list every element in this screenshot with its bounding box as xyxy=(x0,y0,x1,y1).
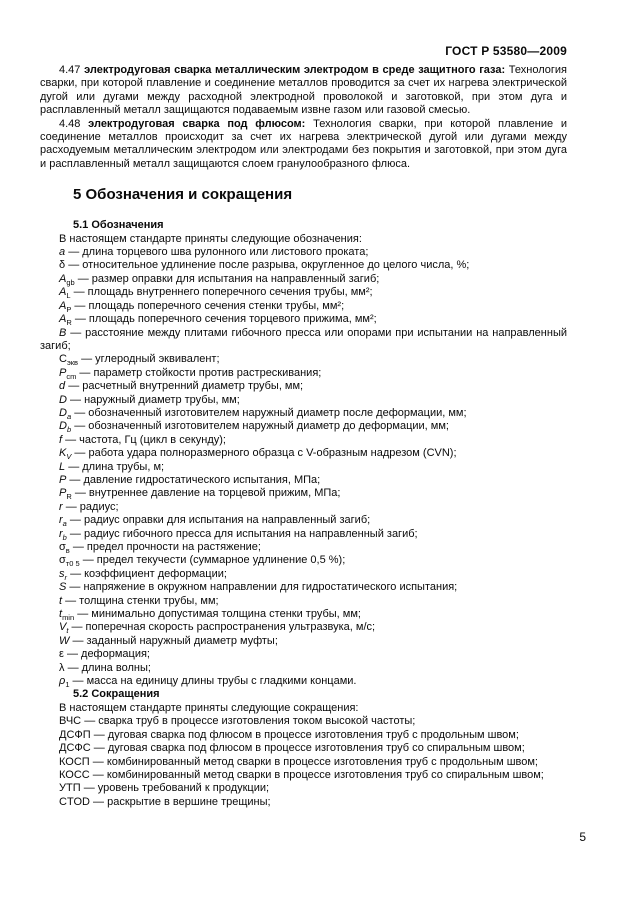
symbol-term xyxy=(59,327,66,339)
symbol-term xyxy=(59,648,64,660)
clause-term: электродуговая сварка металлическим электродом в среде защитного газа: xyxy=(84,64,506,76)
symbol-term xyxy=(59,394,67,406)
abbreviation-item xyxy=(40,796,567,809)
symbol-item xyxy=(40,581,567,594)
symbol-item xyxy=(40,461,567,474)
symbol-base: t xyxy=(59,594,63,607)
symbol-base: A xyxy=(59,299,67,312)
designations-intro: В настоящем стандарте приняты следующие обозначения: xyxy=(59,232,362,245)
symbol-term xyxy=(59,300,71,312)
symbol-term xyxy=(59,272,75,288)
symbol-term xyxy=(59,353,79,368)
abbreviation-definition: — раскрытие в вершине трещины; xyxy=(93,795,271,808)
symbol-term xyxy=(59,675,70,690)
symbol-definition: — работа удара полноразмерного образца с V-образным надрезом (CVN); xyxy=(74,447,457,460)
clause-text: Технология сварки, при которой плавление и соединение металлов происходит за счет их нагрева электрической дугой или дугами между расходуемым металлическим электродом или электродами без покрытия и заготовкой, при этом дуга и расплавленный металл защищаются слоем гранулообразного флюса. xyxy=(40,117,567,170)
symbol-item xyxy=(40,648,567,661)
abbreviation-item xyxy=(40,729,567,742)
symbol-subscript: r xyxy=(64,573,67,582)
symbol-term xyxy=(59,501,63,513)
symbol-definition: — радиус; xyxy=(65,500,119,513)
symbol-term xyxy=(59,635,69,647)
symbol-definition: — длина волны; xyxy=(67,661,151,674)
clause-number: 4.47 xyxy=(59,64,81,76)
symbol-item xyxy=(40,286,567,299)
symbol-item xyxy=(40,568,567,581)
symbol-subscript: 1 xyxy=(65,680,70,690)
abbreviation-definition: — сварка труб в процессе изготовления током высокой частоты; xyxy=(84,715,416,728)
symbol-definition: — минимально допустимая толщина стенки трубы, мм; xyxy=(77,608,361,621)
symbol-definition: — наружный диаметр трубы, мм; xyxy=(70,393,240,406)
symbol-term xyxy=(59,514,67,529)
symbol-item xyxy=(40,420,567,433)
symbol-item xyxy=(40,394,567,407)
subsection-heading-abbreviations: 5.2 Сокращения xyxy=(73,688,160,701)
abbreviation-item xyxy=(40,769,567,782)
symbol-base: r xyxy=(59,500,63,513)
symbol-base: A xyxy=(59,272,67,285)
abbreviation-list xyxy=(40,715,567,809)
clause-number: 4.48 xyxy=(59,117,81,130)
abbreviation-term: КОСП xyxy=(59,755,90,768)
symbol-term xyxy=(59,380,65,392)
symbol-item xyxy=(40,407,567,420)
page-number: 5 xyxy=(579,830,586,844)
abbreviation-term: УТП xyxy=(59,782,81,795)
clause-text: Технология сварки, при которой плавление и соединение металлов проводится за счет их нагрева электрической дугой или дугами между расходной электродной проволокой и заготовкой, при этом дуга и расплавленный металл защищаются подаваемым извне газом или газовой смесью. xyxy=(40,64,568,117)
symbol-term xyxy=(59,608,75,623)
symbol-base: δ xyxy=(59,259,66,272)
symbol-term xyxy=(59,581,66,593)
symbol-term xyxy=(59,434,62,446)
abbreviation-item xyxy=(40,742,567,755)
symbol-subscript: т0 5 xyxy=(65,559,80,569)
symbol-base: f xyxy=(59,433,63,446)
symbol-term xyxy=(59,447,72,462)
symbol-term xyxy=(59,246,65,258)
symbol-subscript: cm xyxy=(66,371,77,381)
symbol-item xyxy=(40,514,567,527)
symbol-item xyxy=(40,327,567,354)
symbol-definition: — заданный наружный диаметр муфты; xyxy=(72,634,278,647)
symbol-term xyxy=(59,461,65,473)
abbreviation-item xyxy=(40,756,567,769)
symbol-subscript: gb xyxy=(66,278,75,288)
symbol-term xyxy=(59,662,65,674)
symbol-subscript: b xyxy=(66,425,72,435)
symbol-definition: — толщина стенки трубы, мм; xyxy=(65,594,219,607)
symbol-base: t xyxy=(59,608,63,621)
symbol-item xyxy=(40,528,567,541)
symbol-subscript: a xyxy=(62,519,67,529)
symbol-subscript: P xyxy=(66,304,72,314)
symbol-base: ρ xyxy=(59,675,66,688)
abbreviation-definition: — комбинированный метод сварки в процессе изготовления труб с продольным швом; xyxy=(92,755,538,768)
symbol-base: D xyxy=(59,420,67,433)
symbol-subscript: min xyxy=(62,613,75,623)
abbreviation-term: ВЧС xyxy=(59,715,82,728)
symbol-base: P xyxy=(59,473,67,486)
symbol-definition: — углеродный эквивалент; xyxy=(81,353,220,366)
symbol-base: S xyxy=(59,581,67,594)
symbol-definition: — длина торцевого шва рулонного или листового проката; xyxy=(68,246,369,259)
symbol-definition: — площадь поперечного сечения стенки трубы, мм²; xyxy=(74,299,345,312)
symbol-base: V xyxy=(59,621,67,634)
symbol-base: a xyxy=(59,246,66,259)
symbol-item xyxy=(40,273,567,286)
symbol-item xyxy=(40,447,567,460)
section-heading: 5 Обозначения и сокращения xyxy=(73,186,293,204)
clause-list xyxy=(40,64,567,171)
symbol-item xyxy=(40,300,567,313)
symbol-term xyxy=(59,313,72,328)
symbol-list xyxy=(40,246,567,688)
standard-number: ГОСТ Р 53580—2009 xyxy=(445,44,567,58)
symbol-item xyxy=(40,554,567,567)
symbol-definition: — площадь поперечного сечения торцевого прижима, мм²; xyxy=(74,313,377,326)
symbol-subscript: V xyxy=(66,452,72,462)
symbol-term xyxy=(59,406,72,422)
symbol-base: s xyxy=(59,567,65,580)
symbol-definition: — расчетный внутренний диаметр трубы, мм; xyxy=(68,380,304,393)
symbol-base: C xyxy=(59,353,67,366)
symbol-base: A xyxy=(59,313,67,326)
symbol-base: σ xyxy=(59,554,66,567)
symbol-item xyxy=(40,367,567,380)
symbol-base: A xyxy=(59,286,67,299)
abbreviations-intro: В настоящем стандарте приняты следующие сокращения: xyxy=(59,701,359,714)
symbol-item xyxy=(40,635,567,648)
symbol-item xyxy=(40,501,567,514)
symbol-item xyxy=(40,662,567,675)
symbol-base: λ xyxy=(59,661,65,674)
symbol-definition: — радиус гибочного пресса для испытания на направленный загиб; xyxy=(69,527,418,540)
symbol-base: B xyxy=(59,326,67,339)
symbol-term xyxy=(59,259,65,271)
symbol-definition: — поперечная скорость распространения ультразвука, м/с; xyxy=(71,621,376,634)
symbol-subscript: R xyxy=(66,492,72,502)
clause-paragraph xyxy=(40,64,567,118)
symbol-item xyxy=(40,541,567,554)
symbol-item xyxy=(40,259,567,272)
symbol-item xyxy=(40,434,567,447)
symbol-definition: — деформация; xyxy=(66,648,150,661)
symbol-item xyxy=(40,595,567,608)
symbol-term xyxy=(59,286,71,301)
symbol-definition: — внутреннее давление на торцевой прижим, МПа; xyxy=(74,487,341,500)
symbol-definition: — обозначенный изготовителем наружный диаметр до деформации, мм; xyxy=(74,420,449,433)
symbol-definition: — давление гидростатического испытания, МПа; xyxy=(69,473,321,486)
symbol-definition: — предел текучести (суммарное удлинение 0,5 %); xyxy=(82,554,346,567)
abbreviation-item xyxy=(40,715,567,728)
symbol-base: D xyxy=(59,393,67,406)
abbreviation-definition: — уровень требований к продукции; xyxy=(83,782,270,795)
symbol-term xyxy=(59,367,76,379)
symbol-item xyxy=(40,621,567,634)
abbreviation-item xyxy=(40,782,567,795)
symbol-base: K xyxy=(59,447,67,460)
symbol-base: r xyxy=(59,514,63,527)
symbol-subscript: a xyxy=(66,412,72,422)
symbol-item xyxy=(40,608,567,621)
symbol-definition: — площадь внутреннего поперечного сечения трубы, мм²; xyxy=(73,286,373,299)
symbol-item xyxy=(40,353,567,366)
symbol-definition: — длина трубы, м; xyxy=(68,460,165,473)
abbreviation-definition: — комбинированный метод сварки в процессе изготовления труб со спиральным швом; xyxy=(92,768,544,781)
symbol-term xyxy=(59,568,67,580)
symbol-definition: — предел прочности на растяжение; xyxy=(72,541,261,553)
abbreviation-definition: — дуговая сварка под флюсом в процессе изготовления труб со спиральным швом; xyxy=(93,742,525,755)
symbol-item xyxy=(40,246,567,259)
page-content xyxy=(40,64,567,809)
symbol-subscript: R xyxy=(66,318,72,328)
symbol-item xyxy=(40,474,567,487)
abbreviation-definition: — дуговая сварка под флюсом в процессе изготовления труб с продольным швом; xyxy=(93,728,519,741)
symbol-base: L xyxy=(59,460,66,473)
symbol-definition: — относительное удлинение после разрыва, округленное до целого числа, %; xyxy=(68,259,470,272)
symbol-subscript: экв xyxy=(66,358,79,368)
symbol-base: W xyxy=(59,634,70,647)
symbol-base: P xyxy=(59,366,67,379)
symbol-definition: — напряжение в окружном направлении для гидростатического испытания; xyxy=(69,581,458,594)
abbreviation-term: ДСФП xyxy=(59,728,91,741)
symbol-subscript: b xyxy=(62,532,67,542)
symbol-subscript: t xyxy=(66,626,69,636)
subsection-heading-designations: 5.1 Обозначения xyxy=(73,219,164,232)
symbol-definition: — масса на единицу длины трубы с гладкими концами. xyxy=(72,675,357,688)
symbol-base: r xyxy=(59,527,63,540)
symbol-base: D xyxy=(59,406,67,419)
symbol-definition: — параметр стойкости против растрескивания; xyxy=(79,366,322,379)
symbol-definition: — размер оправки для испытания на направленный загиб; xyxy=(77,272,380,285)
symbol-term xyxy=(59,554,80,569)
symbol-item xyxy=(40,380,567,393)
symbol-term xyxy=(59,420,72,435)
symbol-subscript: L xyxy=(66,291,71,301)
symbol-item xyxy=(40,487,567,500)
symbol-term xyxy=(59,595,62,607)
symbol-definition: — частота, Гц (цикл в секунду); xyxy=(65,433,226,446)
symbol-base: d xyxy=(59,380,66,393)
page-header xyxy=(40,44,567,58)
symbol-term xyxy=(59,487,72,502)
symbol-definition: — обозначенный изготовителем наружный диаметр после деформации, мм; xyxy=(74,406,467,419)
symbol-term xyxy=(59,541,70,556)
symbol-definition: — коэффициент деформации; xyxy=(70,567,227,580)
symbol-term xyxy=(59,528,67,540)
symbol-definition: — расстояние между плитами гибочного пресса или опорами при испытании на направленный загиб; xyxy=(40,326,567,352)
symbol-item xyxy=(40,675,567,688)
symbol-base: P xyxy=(59,487,67,500)
symbol-subscript: в xyxy=(65,546,70,556)
clause-paragraph xyxy=(40,118,567,172)
symbol-item xyxy=(40,313,567,326)
symbol-term xyxy=(59,621,69,636)
symbol-definition: — радиус оправки для испытания на направленный загиб; xyxy=(69,514,371,527)
abbreviation-term: CTOD xyxy=(59,795,90,808)
symbol-base: ε xyxy=(59,648,64,661)
abbreviation-term: ДСФС xyxy=(59,742,91,755)
abbreviation-term: КОСС xyxy=(59,768,90,781)
clause-term: электродуговая сварка под флюсом: xyxy=(88,117,306,130)
symbol-term xyxy=(59,474,66,486)
symbol-base: σ xyxy=(59,541,66,553)
